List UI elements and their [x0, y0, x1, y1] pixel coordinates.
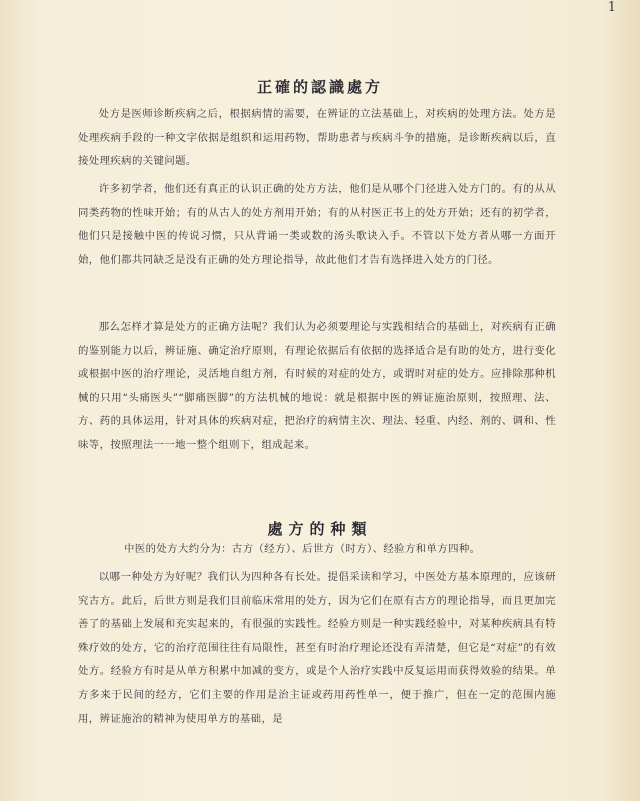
paragraph: 以哪一种处方为好呢？我们认为四种各有长处。提倡采读和学习，中医处方基本原理的，应该研究古方。此后，后世方则是我们目前临床常用的处方，因为它们在原有古方的理论指导，而且更加完善了的基础上发展和充实起来的，有很强的实践性。经验方则是一种实践经验中，对某种疾病具有特殊疗效的处方，它的治疗范围往往有局限性，甚至有时治疗理论还没有弄清楚，但它是“对症”的有效处方。经验方有时是从单方积累中加减的变方，或是个人治疗实践中反复运用而获得效验的结果。单方多来于民间的经方，它们主要的作用是治主证或药用药性单一，便于推广，但在一定的范围内施用，辨证施治的精神为使用单方的基础，是 — [78, 571, 556, 725]
paragraph: 许多初学者，他们还有真正的认识正确的处方方法，他们是从哪个门径进入处方门的。有的从从同类药物的性味开始；有的从古人的处方剂用开始；有的从村医正书上的处方开始；还有的初学者，他们只是接触中医的传说习惯，只从背诵一类或数的汤头歌诀入手。不管以下处方者从哪一方面开始，他们都共同缺乏是没有正确的处方理论指导，故此他们才告有选择进入处方的门径。 — [78, 183, 556, 266]
paragraph: 中医的处方大约分为：古方（经方）、后世方（时方）、经验方和单方四种。 — [124, 543, 481, 555]
paragraph: 处方是医师诊断疾病之后，根据病情的需要，在辨证的立法基础上，对疾病的处理方法。处方是处理疾病手段的一种文字依据是组织和运用药物，帮助患者与疾病斗争的措施，是诊断疾病以后，直接处理疾病的关键问题。 — [78, 108, 556, 168]
page-mark: 1 — [607, 0, 616, 15]
section-title-correct-prescription: 正確的認識處方 — [256, 78, 383, 96]
paragraph: 那么怎样才算是处方的正确方法呢？我们认为必须要理论与实践相结合的基础上，对疾病有正确的鉴别能力以后，辨证施、确定治疗原则，有理论依据后有依据的选择适合是有助的处方，进行变化或根据中医的治疗理论，灵活地自组方剂，有时候的对症的处方，或谓时对症的处方。应排除那种机械的只用“头痛医头”“脚痛医脚”的方法机械的地说：就是根据中医的辨证施治原则，按照理、法、方、药的具体运用，针对具体的疾病对症，把治疗的病情主次、理法、轻重、内经、剂的、调和、性味等，按照理法一一地一整个组则下，组成起来。 — [78, 321, 556, 451]
section-title-prescription-types: 處方的种類 — [267, 520, 373, 538]
